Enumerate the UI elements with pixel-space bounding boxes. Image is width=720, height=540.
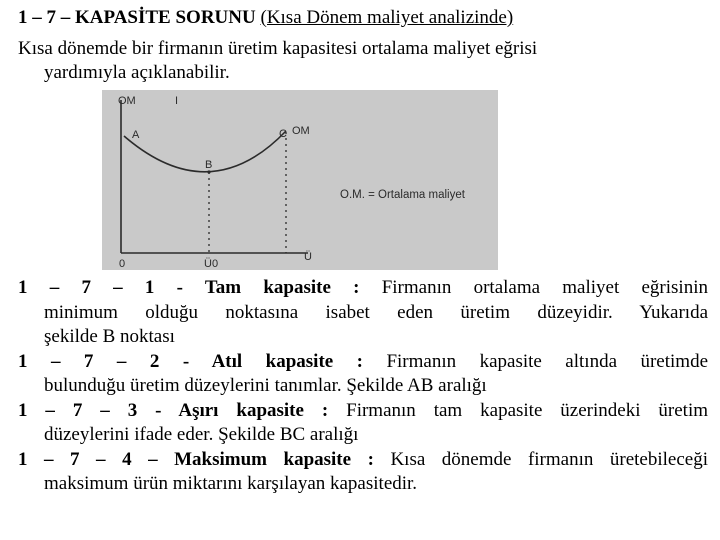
definition-text: Firmanın ortalama maliyet eğrisinin bbox=[359, 277, 708, 298]
x-axis-label: Ü bbox=[304, 251, 312, 263]
y-axis-label: OM bbox=[118, 95, 136, 107]
average-cost-figure bbox=[102, 90, 498, 270]
section-title bbox=[18, 6, 513, 30]
section-heading: 1 – 7 – KAPASİTE SORUNU bbox=[18, 7, 256, 28]
definition-continuation: minimum olduğu noktasına isabet eden üretim düzeyidir. Yukarıda bbox=[44, 301, 708, 323]
definition-number: 1 – 7 – 3 - bbox=[18, 399, 179, 421]
definition-text: Firmanın tam kapasite üzerindeki üretim bbox=[328, 399, 709, 421]
definition-term: Tam kapasite : bbox=[204, 277, 360, 298]
intro-paragraph bbox=[18, 37, 708, 85]
x-mark-label: Ü0 bbox=[204, 258, 219, 270]
average-cost-diagram bbox=[102, 90, 498, 270]
point-a-label: A bbox=[132, 129, 140, 141]
definition-continuation: maksimum ürün miktarını karşılayan kapasitedir. bbox=[44, 473, 418, 494]
definition-number: 1 – 7 – 4 – bbox=[18, 448, 175, 470]
definition-continuation: düzeylerini ifade eder. Şekilde BC aralığı bbox=[44, 424, 359, 445]
intro-line-1: Kısa dönemde bir firmanın üretim kapasitesi ortalama maliyet eğrisi bbox=[18, 38, 538, 59]
definition-text: Firmanın kapasite altında üretimde bbox=[363, 350, 709, 372]
point-c-label: C bbox=[279, 128, 287, 140]
definition-term: Maksimum kapasite : bbox=[174, 448, 374, 470]
definition-full-capacity bbox=[18, 276, 708, 350]
definition-idle-capacity bbox=[18, 350, 708, 399]
definition-line bbox=[18, 350, 708, 375]
definitions-list bbox=[18, 276, 708, 497]
definition-continuation: bulunduğu üretim düzeylerini tanımlar. Şekilde AB aralığı bbox=[44, 375, 487, 396]
curve-label: OM bbox=[292, 125, 310, 137]
origin-label: 0 bbox=[119, 258, 126, 270]
y-axis-mark: I bbox=[175, 95, 179, 107]
definition-line bbox=[18, 448, 708, 473]
intro-line-2: yardımıyla açıklanabilir. bbox=[44, 62, 230, 83]
definition-maximum-capacity bbox=[18, 448, 708, 497]
definition-excess-capacity bbox=[18, 399, 708, 448]
point-b-label: B bbox=[205, 159, 213, 171]
definition-continuation: şekilde B noktası bbox=[44, 326, 175, 347]
definition-line bbox=[18, 276, 708, 301]
definition-term: Aşırı kapasite : bbox=[178, 399, 329, 421]
definition-text: Kısa dönemde firmanın üretebileceği bbox=[373, 448, 708, 470]
definition-term: Atıl kapasite : bbox=[211, 350, 363, 372]
definition-number: 1 – 7 – 2 - bbox=[18, 350, 212, 372]
section-subtitle: (Kısa Dönem maliyet analizinde) bbox=[260, 7, 514, 28]
definition-line bbox=[18, 399, 708, 424]
legend-text: O.M. = Ortalama maliyet bbox=[340, 189, 465, 201]
definition-number: 1 – 7 – 1 - bbox=[18, 277, 205, 298]
